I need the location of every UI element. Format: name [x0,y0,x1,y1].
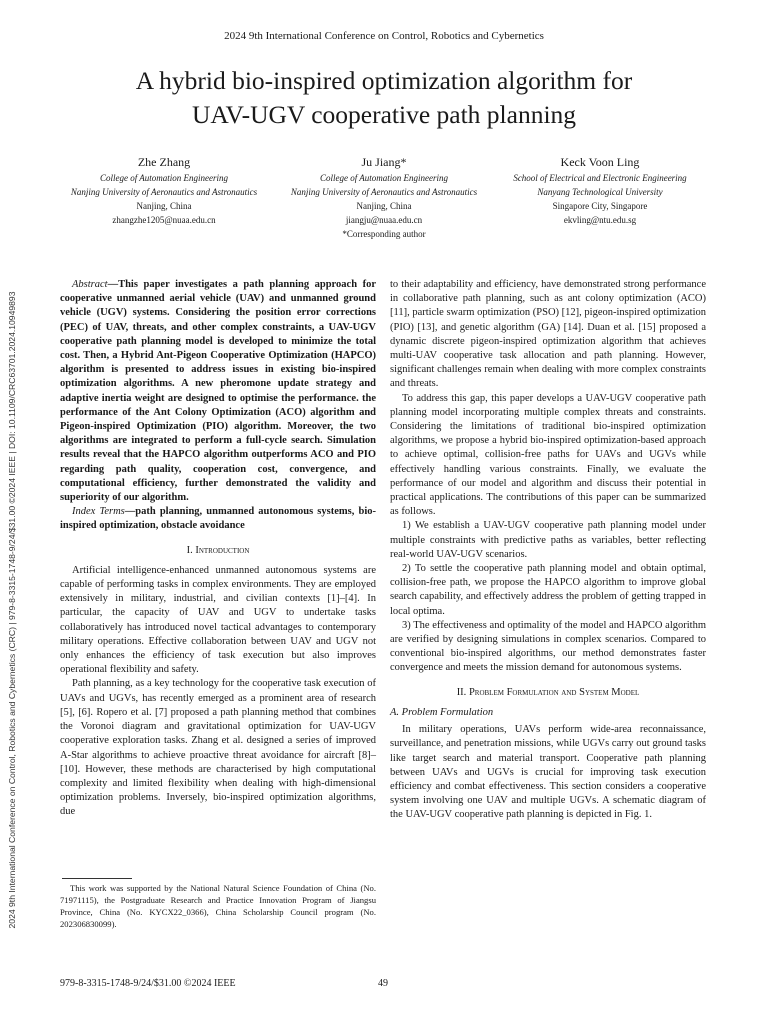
section-heading-problem: II. Problem Formulation and System Model [456,686,640,698]
author-city: Nanjing, China [136,201,192,211]
author-city: Singapore City, Singapore [552,201,648,211]
intro-paragraph-2: Path planning, as a key technology for the cooperative task execution of UAVs and UGVs, has recently emerged as a prominent area of research [5], [6]. Ropero et al. [7] proposed a path planning method that combines the Voronoi diagram and gravitational optimization for UAV-UGV cooperative exploration tasks. Zhang et al. designed a series of improved A-Star algorithms to achieve proactive threat avoidance for aircraft [8]–[10]. However, these methods are characterised by high computational complexity and limited flexibility when dealing with high-dimensional optimization problems. Inversely, bio-inspired optimization algorithms, due [60,678,376,818]
right-paragraph-2: To address this gap, this paper develops a UAV-UGV cooperative path planning model incorporating multiple complex threats and constraints. Considering the limitations of traditional bio-inspired optimization algorithms, we propose a hybrid bio-inspired optimization-based approach to achieve optimal, collision-free paths for UAVs and UGVs while effectively handling various constraints. Finally, we evaluate the performance of our model and algorithm and discuss their potential in practical applications. The contributions of this paper can be summarized as follows. [390,392,706,518]
author-name: Ju Jiang* [361,155,407,169]
funding-footnote: This work was supported by the National Natural Science Foundation of China (No. 71971115), the Postgraduate Research and Practice Innovation Program of Jiangsu Province, China (No. KYCX22_0366), China Scholarship Council program (No. 202306830099). [60,883,376,929]
author-city: Nanjing, China [356,201,412,211]
author-3 [480,154,720,227]
author-dept: School of Electrical and Electronic Engineering [513,173,687,183]
contribution-2: 2) To settle the cooperative path planning model and obtain optimal, collision-free path, we propose the HAPCO algorithm to improve global search capability, and effectively address the problem of getting trapped in local optima. [390,563,706,617]
right-column [390,278,706,823]
corresponding-note: *Corresponding author [342,229,426,239]
index-terms-text: —path planning, unmanned autonomous systems, bio-inspired optimization, obstacle avoidance [60,506,376,532]
author-org: Nanjing University of Aeronautics and Astronautics [290,187,478,197]
contribution-1: 1) We establish a UAV-UGV cooperative path planning model under multiple constraints with predictive paths as variables, better reflecting real-world UAV-UGV scenarios. [390,520,706,560]
right-paragraph-1: to their adaptability and efficiency, have demonstrated strong performance in collaborative path planning, such as ant colony optimization (ACO) [11], particle swarm optimization (PSO) [12], pigeon-inspired optimization (PIO) [13], and genetic algorithm (GA) [14]. Duan et al. [15] proposed a dynamic discrete pigeon-inspired optimization algorithm that achieves multi-UAV cooperative task allocation and path planning. However, significant challenges remain when dealing with more complex constraints and threats. [390,279,706,390]
author-1 [44,154,284,227]
left-column [60,278,376,820]
footnote-rule [62,878,132,879]
section-heading-introduction: I. Introduction [186,544,250,556]
intro-paragraph-1: Artificial intelligence-enhanced unmanned autonomous systems are capable of performing tasks in complex environments. They are employed extensively in military, industrial, and civilian contexts [1]–[4]. In particular, the capacity of UAV and UGV to undertake tasks collaboratively has introduced novel tactical advantages to contemporary military operations. Effective collaboration between UAV and UGV not only enhances the efficiency of task execution but also improves operational flexibility and safety. [60,564,376,676]
author-dept: College of Automation Engineering [319,173,449,183]
author-email[interactable]: jiangju@nuaa.edu.cn [345,215,423,225]
author-org: Nanyang Technological University [537,187,663,197]
author-2 [264,154,504,241]
side-citation-strip [2,250,22,970]
abstract-label: Abstract [72,279,108,290]
author-org: Nanjing University of Aeronautics and Astronautics [70,187,258,197]
contribution-3: 3) The effectiveness and optimality of the model and HAPCO algorithm are verified by designing simulations in complex scenarios. Compared to conventional bio-inspired algorithms, our method demonstrates faster convergence and meets the mission demand for autonomous systems. [390,619,706,674]
footer-isbn: 979-8-3315-1748-9/24/$31.00 ©2024 IEEE [60,978,236,989]
author-name: Keck Voon Ling [560,155,640,169]
paper-title [40,64,728,132]
title-line-1: A hybrid bio-inspired optimization algorithm for [135,66,633,95]
abstract [60,278,376,505]
footnote [60,882,376,930]
author-email[interactable]: zhangzhe1205@nuaa.edu.cn [112,215,216,225]
conference-header: 2024 9th International Conference on Control, Robotics and Cybernetics [224,30,544,42]
abstract-text: —This paper investigates a path planning approach for cooperative unmanned aerial vehicle (UAV) and unmanned ground vehicle (UGV) systems. Considering the position error corrections (PEC) of UAV, threats, and other complex constraints, a UAV-UGV cooperative path planning model is developed to minimize the total cost. Then, a Hybrid Ant-Pigeon Cooperative Optimization (HAPCO) algorithm is presented to address issues in existing bio-inspired optimization algorithms. A new pheromone update strategy and adaptive inertia weight are designed to optimise the performance. the performance of the Ant Colony Optimization (ACO) algorithm and Pigeon-inspired Optimization (PIO) algorithm. Moreover, the two algorithms are integrated to perform a full-cycle search. Simulation results reveal that the HAPCO algorithm outperforms ACO and PIO regarding path quality, cooperation cost, convergence, and computational efficiency, further demonstrated the validity and superiority of our algorithm. [60,279,376,504]
problem-paragraph: In military operations, UAVs perform wide-area reconnaissance, surveillance, and penetration missions, while UGVs carry out ground tasks like target search and material transport. Cooperative path planning between UAVs and UGVs is crucial for improving task execution efficiency and combat effectiveness. This section considers a cooperative system involving one UAV and multiple UGVs. A schematic diagram of the UAV-UGV cooperative path planning is depicted in Fig. 1. [390,724,706,821]
author-email[interactable]: ekvling@ntu.edu.sg [563,215,637,225]
subsection-heading: A. Problem Formulation [390,706,494,718]
author-name: Zhe Zhang [137,155,191,169]
index-terms-label: Index Terms [72,506,125,518]
title-line-2: UAV-UGV cooperative path planning [191,100,577,129]
index-terms [60,505,376,533]
page-number: 49 [378,978,388,989]
author-dept: College of Automation Engineering [99,173,229,183]
side-citation-text: 2024 9th International Conference on Control, Robotics and Cybernetics (CRC) | 979-8-3315-1748-9/24/$31.00 ©2024 IEEE | DOI: 10.1109/CRC63701.2024.10949893 [7,291,17,929]
